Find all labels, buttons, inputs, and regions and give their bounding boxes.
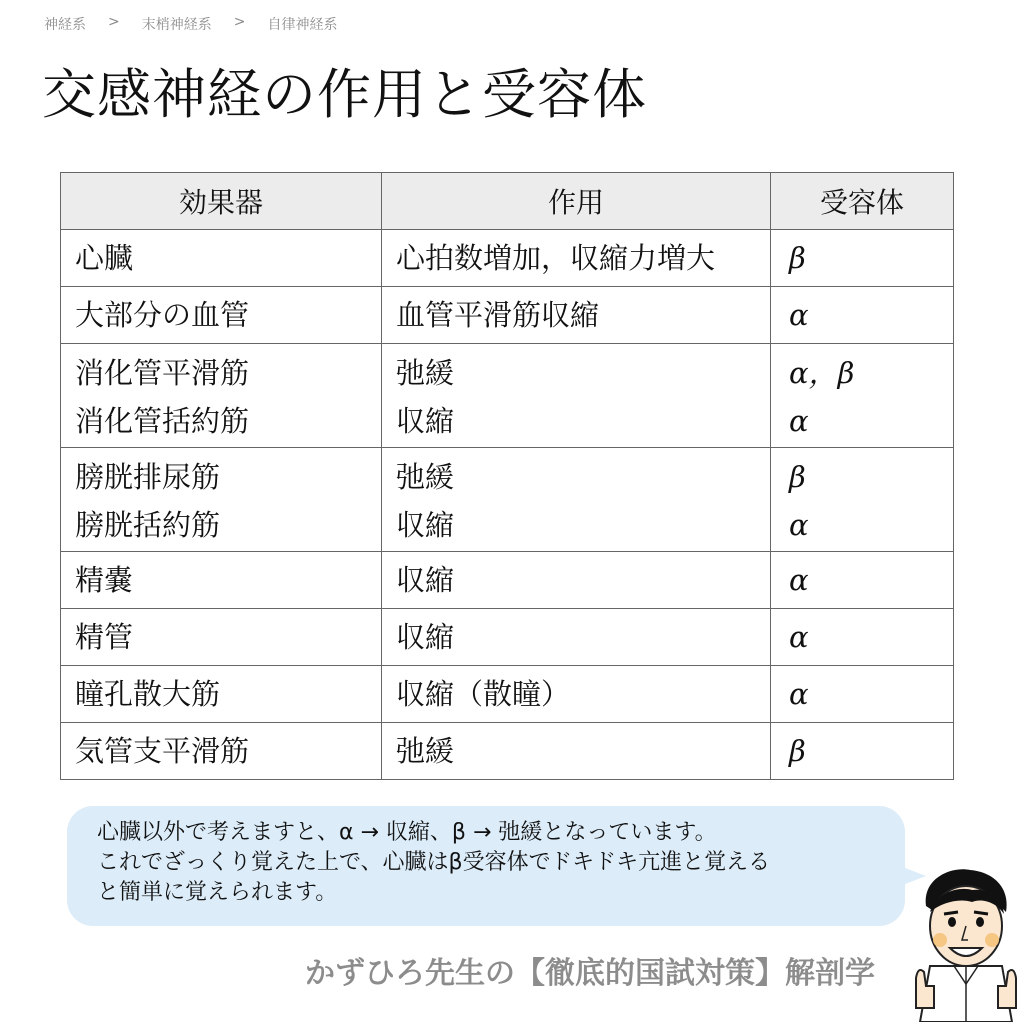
action-text: 弛緩 [396, 459, 455, 494]
action-text: 心拍数増加，収縮力増大 [396, 241, 716, 275]
breadcrumb-separator: > [108, 14, 120, 30]
action-cell [382, 448, 771, 552]
table-row [61, 609, 954, 666]
receptor-cell [771, 448, 954, 552]
action-cell [382, 609, 771, 666]
effector-text: 膀胱括約筋 [75, 507, 221, 542]
effector-text: 精管 [75, 620, 134, 654]
receptor-text: β [789, 459, 806, 494]
breadcrumb-item-autonomic-nervous-system[interactable]: 自律神経系 [267, 17, 338, 33]
effector-cell [61, 287, 382, 344]
action-cell [382, 287, 771, 344]
action-text: 収縮 [396, 620, 455, 654]
header-effector: 効果器 [61, 173, 382, 230]
effector-cell [61, 723, 382, 780]
effector-text: 膀胱排尿筋 [75, 459, 221, 494]
receptor-text: α [789, 403, 809, 438]
effector-cell [61, 344, 382, 448]
effector-text: 心臓 [75, 241, 134, 275]
receptor-text: α [789, 620, 809, 654]
receptor-text: β [789, 241, 806, 275]
receptor-cell [771, 552, 954, 609]
action-text: 収縮（散瞳） [396, 677, 571, 711]
breadcrumb [44, 14, 337, 34]
receptor-cell [771, 609, 954, 666]
effector-cell [61, 609, 382, 666]
receptor-table [60, 172, 954, 780]
effector-text: 瞳孔散大筋 [75, 677, 221, 711]
effector-text: 精嚢 [75, 563, 134, 597]
receptor-cell [771, 666, 954, 723]
effector-text: 消化管括約筋 [75, 403, 250, 438]
effector-text: 気管支平滑筋 [75, 734, 250, 768]
effector-cell [61, 666, 382, 723]
footer-credit: かずひろ先生の【徹底的国試対策】解剖学 [305, 956, 875, 991]
effector-text: 大部分の血管 [75, 298, 250, 332]
receptor-cell [771, 723, 954, 780]
table-row [61, 723, 954, 780]
table-row [61, 666, 954, 723]
table-row [61, 552, 954, 609]
action-cell [382, 666, 771, 723]
breadcrumb-item-nervous-system[interactable]: 神経系 [44, 17, 86, 33]
callout-line: これでざっくり覚えた上で、心臓はβ受容体でドキドキ亢進と覚える [97, 850, 771, 875]
breadcrumb-separator: > [233, 14, 246, 30]
receptor-text: α，β [789, 355, 855, 390]
action-text: 血管平滑筋収縮 [396, 298, 600, 332]
table-row [61, 287, 954, 344]
effector-cell [61, 448, 382, 552]
speech-bubble [67, 806, 905, 926]
action-text: 収縮 [396, 403, 455, 438]
header-action: 作用 [382, 173, 771, 230]
action-text: 弛緩 [396, 355, 455, 390]
teacher-illustration [912, 862, 1020, 1022]
action-text: 収縮 [396, 507, 455, 542]
action-cell [382, 723, 771, 780]
receptor-text: β [789, 734, 806, 768]
effector-cell [61, 552, 382, 609]
receptor-cell [771, 230, 954, 287]
action-cell [382, 552, 771, 609]
receptor-text: α [789, 507, 809, 542]
action-cell [382, 344, 771, 448]
breadcrumb-item-peripheral-nervous-system[interactable]: 末梢神経系 [141, 17, 212, 33]
page-title: 交感神経の作用と受容体 [42, 63, 647, 126]
table-row [61, 230, 954, 287]
receptor-cell [771, 344, 954, 448]
table-row [61, 448, 954, 552]
callout-line: と簡単に覚えられます。 [97, 880, 338, 905]
receptor-text: α [789, 298, 809, 332]
receptor-text: α [789, 563, 809, 597]
effector-cell [61, 230, 382, 287]
action-text: 弛緩 [396, 734, 455, 768]
receptor-cell [771, 287, 954, 344]
effector-text: 消化管平滑筋 [75, 355, 250, 390]
table-row [61, 344, 954, 448]
action-cell [382, 230, 771, 287]
action-text: 収縮 [396, 563, 455, 597]
header-receptor: 受容体 [771, 173, 954, 230]
callout-line: 心臓以外で考えますと、α → 収縮、β → 弛緩となっています。 [97, 820, 717, 845]
table-header-row [61, 173, 954, 230]
receptor-text: α [789, 677, 809, 711]
